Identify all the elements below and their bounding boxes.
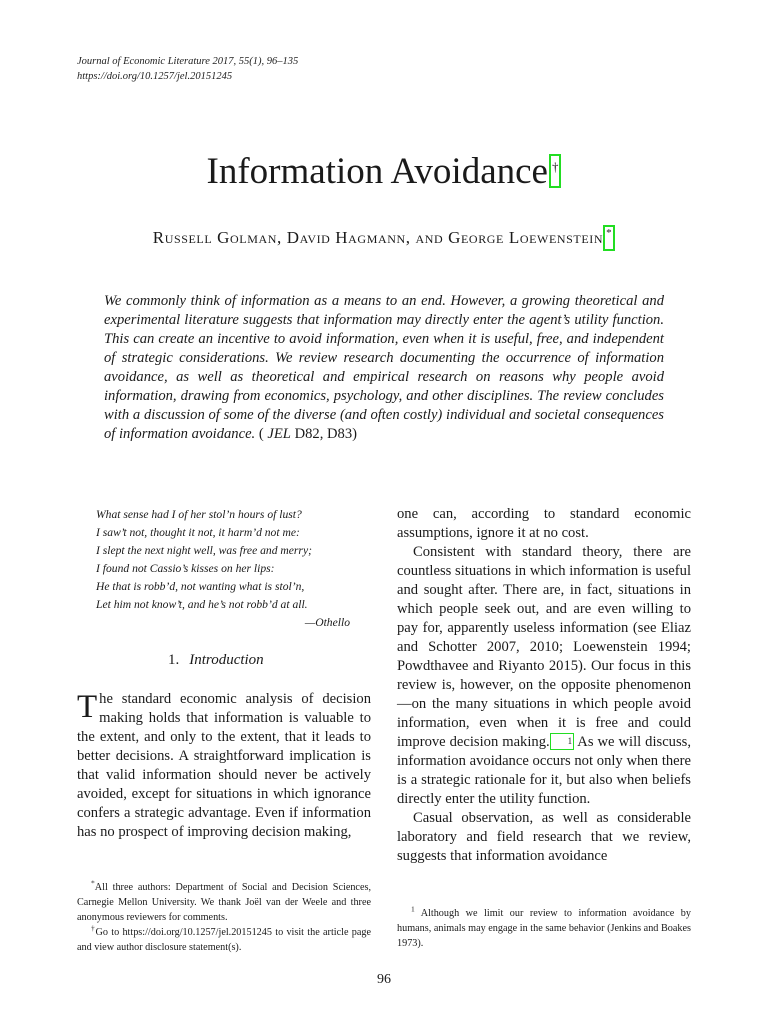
section-title: Introduction: [189, 652, 264, 668]
drop-cap: T: [77, 689, 98, 725]
abstract-text: We commonly think of information as a means to an end. However, a growing theoretical and experimental literature suggests that information may directly enter the agent’s utility function. This can create an incentive to avoid information, even when it is useful, free, and independent of strategic considerations. We review research documenting the occurrence of information avoidance, as well as theoretical and empirical research on reasons why people avoid information, drawing from economics, psychology, and other disciplines. The review concludes with a discussion of some of the diverse (and often costly) individual and societal consequences of information avoidance.: [104, 293, 664, 442]
section-number: 1.: [168, 652, 180, 668]
epigraph-line: I found not Cassio’s kisses on her lips:: [96, 562, 275, 575]
article-title: [0, 150, 768, 193]
title-text: Information Avoidance: [206, 151, 548, 192]
epigraph-line: He that is robb’d, not wanting what is stol’n,: [96, 580, 305, 593]
epigraph: [96, 506, 356, 632]
body-right-column: [397, 505, 691, 866]
author-asterisk-footnote-link[interactable]: *: [603, 225, 615, 251]
epigraph-line: I slept the next night well, was free and merry;: [96, 544, 312, 557]
title-dagger-footnote-link[interactable]: †: [549, 154, 562, 188]
footnotes-right: [397, 906, 691, 951]
epigraph-line: Let him not know’t, and he’s not robb’d at all.: [96, 598, 308, 611]
epigraph-line: What sense had I of her stol’n hours of lust?: [96, 508, 302, 521]
paragraph: Casual observation, as well as considerable laboratory and field research that we review, suggests that information avoidance: [397, 810, 691, 864]
footnote-1-link[interactable]: 1: [550, 733, 575, 750]
footnotes-left: [77, 880, 371, 955]
footnote-1: $^1$ Although we limit our review to information avoidance by humans, animals may engage in the same behavior (Jenkins and Boakes 1973).: [397, 904, 691, 949]
footnote-disclosure: †Go to https://doi.org/10.1257/jel.20151245 to visit the article page and view author disclosure statement(s).: [77, 923, 371, 953]
epigraph-line: I saw’t not, thought it not, it harm’d not me:: [96, 526, 300, 539]
jel-codes: ( JEL D82, D83): [258, 426, 357, 442]
doi-link[interactable]: https://doi.org/10.1257/jel.20151245: [77, 71, 233, 82]
section-heading: [168, 652, 264, 669]
journal-header: [77, 54, 298, 84]
footnote-author-affiliation: *All three authors: Department of Social and Decision Sciences, Carnegie Mellon University. We thank Joël van der Weele and three anonymous reviewers for comments.: [77, 878, 371, 923]
body-left-column: [77, 690, 371, 842]
abstract: [104, 292, 664, 444]
journal-citation: Journal of Economic Literature 2017, 55(1), 96–135: [77, 56, 299, 67]
page-number: 96: [377, 972, 391, 987]
authors-text: Russell Golman, David Hagmann, and George Loewenstein: [152, 228, 604, 247]
epigraph-attribution: —Othello: [304, 616, 350, 629]
jel-label: JEL: [267, 426, 291, 442]
body-left-text: he standard economic analysis of decision making holds that information is valuable to the extent, and only to the extent, that it leads to better decisions. A straightforward implication is that valid information should never be actively avoided, except for situations in which ignorance confers a strategic advantage. Even if information has no prospect of improving decision making,: [77, 691, 371, 840]
author-list: [0, 228, 768, 254]
paragraph: Consistent with standard theory, there are countless situations in which information is useful and sought after. There are, in fact, situations in which people seek out, and are even willing to pay for, apparently useless information (see Eliaz and Schotter 2007, 2010; Loewenstein 1994; Powdthavee and Riyanto 2015). Our focus in this review is, however, on the opposite phenomenon—on the many situations in which people avoid information, even when it is free and could improve decision making. 1 As we will discuss, information avoidance occurs not only when there is a strategic rationale for it, but also when beliefs directly enter the utility function.: [397, 544, 691, 807]
paragraph-continuation: one can, according to standard economic assumptions, ignore it at no cost.: [397, 506, 691, 541]
